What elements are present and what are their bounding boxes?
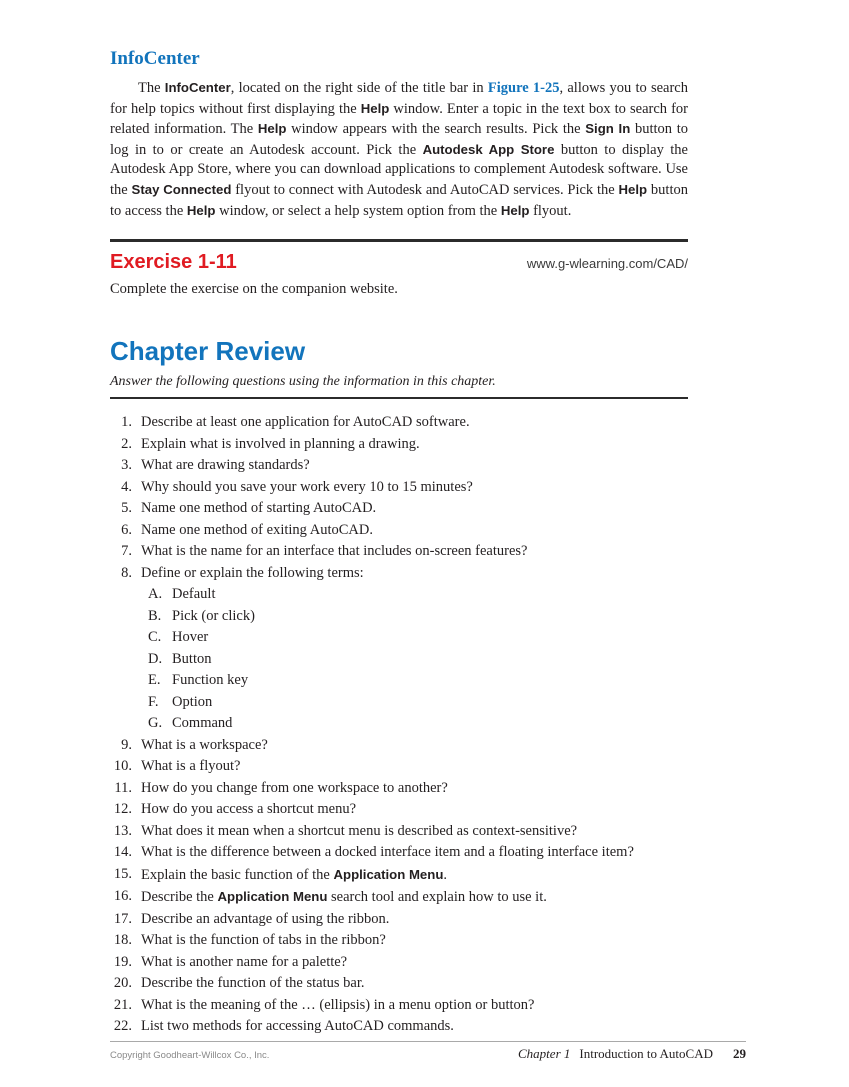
question-text: [141, 864, 688, 887]
question-number: 5.: [121, 500, 132, 517]
bold-term: Application Menu: [333, 866, 444, 882]
text-run: What is a workspace?: [141, 736, 268, 753]
subitem-letter: C.: [148, 629, 162, 646]
question-text: [141, 412, 688, 434]
question-item: [110, 842, 688, 864]
text-run: How do you change from one workspace to another?: [141, 779, 448, 796]
text-run: , located on the right side of the title bar in: [230, 80, 488, 96]
question-number: 13.: [113, 822, 132, 839]
text-run: .: [443, 866, 448, 883]
question-number: 18.: [113, 932, 132, 949]
question-subitem: [110, 627, 688, 649]
text-run: Describe the: [141, 889, 218, 906]
subitem-text: Function key: [172, 672, 249, 689]
figure-reference: Figure 1-25: [487, 80, 560, 96]
text-run: What is the meaning of the … (ellipsis) in a menu option or button?: [141, 996, 535, 1013]
exercise-title: Exercise 1-11: [110, 251, 237, 274]
question-text: [141, 455, 688, 477]
question-text: [141, 756, 688, 778]
text-run: Why should you save your work every 10 to 15 minutes?: [141, 478, 473, 495]
question-number: 9.: [121, 736, 132, 753]
bold-term: Autodesk App Store: [422, 141, 555, 157]
question-text: [141, 778, 688, 800]
text-run: button to access the: [110, 181, 688, 219]
question-number: 20.: [113, 975, 132, 992]
text-run: What is the difference between a docked interface item and a floating interface item?: [141, 844, 634, 861]
question-item: [110, 520, 688, 542]
question-number: 15.: [113, 865, 132, 882]
chapter-review-rule: [110, 397, 688, 399]
text-run: What is another name for a palette?: [141, 953, 348, 970]
question-number: 12.: [113, 801, 132, 818]
text-run: Explain what is involved in planning a drawing.: [141, 435, 420, 452]
text-run: search tool and explain how to use it.: [327, 889, 547, 906]
question-item: [110, 735, 688, 757]
question-number: 3.: [121, 457, 132, 474]
subitem-letter: D.: [148, 650, 163, 667]
question-item: [110, 563, 688, 585]
subitem-text: Button: [172, 650, 212, 667]
question-item: [110, 930, 688, 952]
footer-chapter-label: Chapter 1: [518, 1046, 571, 1061]
subitem-text: Command: [172, 715, 233, 732]
bold-term: Application Menu: [217, 889, 328, 905]
text-run: button to log in to or create an Autodesk account. Pick the: [110, 121, 689, 158]
text-run: Describe the function of the status bar.: [141, 975, 365, 992]
chapter-review-heading: Chapter Review: [110, 336, 306, 367]
question-subitem: [110, 670, 688, 692]
text-run: Define or explain the following terms:: [141, 564, 364, 581]
exercise-companion-url: www.g-wlearning.com/CAD/: [526, 256, 688, 272]
question-text: [141, 821, 688, 843]
question-number: 21.: [113, 996, 132, 1013]
text-run: window. Enter a topic in the text box to search for related information. The: [110, 100, 688, 138]
subitem-text: Pick (or click): [172, 607, 255, 624]
question-item: [110, 498, 688, 520]
bold-term: Help: [186, 202, 216, 218]
exercise-instruction: Complete the exercise on the companion website.: [110, 281, 398, 298]
bold-term: Help: [618, 181, 648, 197]
exercise-title-row: [110, 251, 688, 274]
question-item: [110, 756, 688, 778]
question-subitem: [110, 606, 688, 628]
question-item: [110, 541, 688, 563]
question-list: [110, 412, 688, 1038]
subitem-letter: F.: [148, 693, 159, 710]
question-item: [110, 952, 688, 974]
text-run: Describe at least one application for AutoCAD software.: [141, 414, 470, 431]
infocenter-paragraph: [110, 78, 688, 221]
text-run: Name one method of starting AutoCAD.: [141, 500, 377, 517]
question-text: [141, 973, 688, 995]
bold-term: Stay Connected: [131, 181, 232, 197]
question-number: 10.: [113, 758, 132, 775]
question-text: [141, 520, 688, 542]
question-subitem: [110, 584, 688, 606]
question-item: [110, 455, 688, 477]
exercise-box: [110, 239, 688, 298]
subitem-letter: G.: [148, 715, 163, 732]
text-run: button to display the Autodesk App Store, where you can download applications to complement Autodesk software. Use the: [110, 141, 688, 198]
question-number: 19.: [113, 953, 132, 970]
question-text: [141, 477, 688, 499]
question-item: [110, 477, 688, 499]
question-subitem: [110, 713, 688, 735]
question-number: 6.: [121, 521, 132, 538]
bold-term: Sign In: [585, 121, 631, 137]
question-text: [141, 799, 688, 821]
bold-term: Help: [500, 202, 530, 218]
text-run: flyout to connect with Autodesk and AutoCAD services. Pick the: [231, 181, 619, 198]
text-run: What does it mean when a shortcut menu is described as context-sensitive?: [141, 822, 578, 839]
page-content: [110, 48, 688, 1038]
question-item: [110, 799, 688, 821]
question-text: [141, 995, 688, 1017]
subitem-letter: B.: [148, 607, 162, 624]
text-run: How do you access a shortcut menu?: [141, 801, 357, 818]
text-run: Name one method of exiting AutoCAD.: [141, 521, 373, 538]
question-item: [110, 909, 688, 931]
subitem-text: Hover: [172, 629, 209, 646]
text-run: flyout.: [529, 202, 572, 219]
question-subitem: [110, 692, 688, 714]
question-number: 4.: [121, 478, 132, 495]
text-run: Explain the basic function of the: [141, 866, 334, 883]
footer-chapter-title: Introduction to AutoCAD: [579, 1046, 713, 1061]
question-item: [110, 778, 688, 800]
text-run: What is the function of tabs in the ribbon?: [141, 932, 386, 949]
question-subitem: [110, 649, 688, 671]
question-item: [110, 995, 688, 1017]
footer-copyright: Copyright Goodheart-Willcox Co., Inc.: [110, 1050, 270, 1061]
question-text: [141, 563, 688, 585]
question-number: 11.: [114, 779, 132, 796]
text-run: What is the name for an interface that includes on-screen features?: [141, 543, 528, 560]
question-number: 14.: [113, 844, 132, 861]
bold-term: Help: [360, 100, 390, 116]
chapter-review-instructions: Answer the following questions using the information in this chapter.: [110, 374, 496, 390]
subitem-text: Default: [172, 586, 216, 603]
question-number: 17.: [113, 910, 132, 927]
text-run: List two methods for accessing AutoCAD commands.: [141, 1018, 454, 1035]
question-item: [110, 973, 688, 995]
question-text: [141, 434, 688, 456]
question-item: [110, 434, 688, 456]
infocenter-heading: InfoCenter: [110, 48, 200, 69]
question-text: [141, 498, 688, 520]
footer-page-number: 29: [733, 1046, 746, 1061]
question-number: 22.: [113, 1018, 132, 1035]
question-text: [141, 909, 688, 931]
subitem-letter: A.: [148, 586, 163, 603]
text-run: window appears with the search results. Pick the: [286, 121, 586, 138]
question-text: [141, 886, 688, 909]
page-footer: [110, 1041, 746, 1062]
question-item: [110, 412, 688, 434]
question-text: [141, 735, 688, 757]
question-item: [110, 821, 688, 843]
subitem-text: Option: [172, 693, 213, 710]
text-run: What is a flyout?: [141, 758, 241, 775]
question-text: [141, 541, 688, 563]
question-number: 7.: [121, 543, 132, 560]
question-number: 1.: [121, 414, 132, 431]
text-run: Describe an advantage of using the ribbon.: [141, 910, 390, 927]
question-text: [141, 1016, 688, 1038]
question-item: [110, 886, 688, 909]
question-number: 2.: [121, 435, 132, 452]
bold-term: InfoCenter: [164, 80, 231, 95]
text-run: The: [138, 80, 165, 96]
question-item: [110, 1016, 688, 1038]
question-text: [141, 930, 688, 952]
question-number: 16.: [113, 888, 132, 905]
bold-term: Help: [257, 121, 287, 137]
text-run: What are drawing standards?: [141, 457, 310, 474]
text-run: window, or select a help system option from the: [215, 202, 501, 219]
question-text: [141, 842, 688, 864]
question-number: 8.: [121, 564, 132, 581]
text-run: , allows you to search for help topics without first displaying the: [110, 80, 688, 117]
footer-running-head: [518, 1046, 746, 1062]
question-text: [141, 952, 688, 974]
subitem-letter: E.: [148, 672, 161, 689]
question-item: [110, 864, 688, 887]
